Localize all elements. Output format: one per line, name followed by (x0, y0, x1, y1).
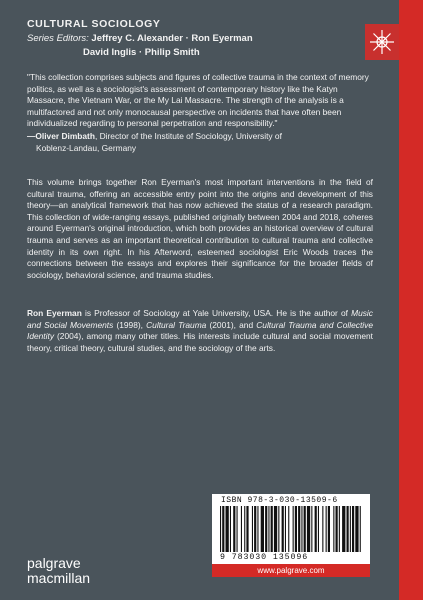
series-header (27, 18, 367, 60)
isbn-barcode (212, 494, 370, 564)
palgrave-logo-icon (365, 24, 399, 60)
book-description: This volume brings together Ron Eyerman's most important interventions in the field of cultural trauma, offering an accessible entry point into the origins and development of this theory—an analytical framework that has now achieved the status of a research paradigm. This collection of wide-ranging essays, published originally between 2004 and 2018, coheres around Eyerman's original introduction, which both provides an historical overview of cultural trauma and serves as an important theoretical contribution to cultural trauma and collective identity in its own right. In his Afterword, esteemed sociologist Eric Woods traces the connections between the essays and explores their significance for the broader fields of sociology, behavioral science, and trauma studies. (27, 177, 373, 280)
author-book-title: Cultural Trauma (146, 319, 207, 330)
quote-attribution (27, 131, 373, 154)
series-editors-label: Series Editors: (27, 33, 89, 44)
quote-attribution-role: , Director of the Institute of Sociology, University of (94, 130, 282, 141)
series-editors-line2: David Inglis · Philip Smith (83, 47, 200, 58)
quote-attribution-name: —Oliver Dimbath (27, 130, 95, 141)
endorsement-quote (27, 72, 373, 154)
quote-text: "This collection comprises subjects and figures of collective trauma in the context of memory politics, as well as a sociologist's assessment of contemporary history like the Katyn Massacre, the Vietnam War, or the My Lai Massacre. The strength of the analysis is a multifactored and not only monocausal perspective on incidents that have often been individualized regarding to personal perpetration and responsibility." (27, 72, 369, 129)
website-url[interactable]: www.palgrave.com (212, 564, 370, 577)
barcode-bars (220, 506, 362, 552)
barcode-digits: 9 783030 135096 (220, 553, 309, 562)
spine-red-bar (399, 0, 423, 600)
series-title: CULTURAL SOCIOLOGY (27, 18, 161, 30)
author-bio-text: (2004), among many other titles. His interests include cultural and social movement theory, critical theory, cultural studies, and the sociology of the arts. (27, 331, 373, 353)
author-book-title: Cultural Trauma and Collective Identity (27, 319, 373, 342)
series-editors (27, 32, 367, 60)
author-bio (27, 308, 373, 354)
quote-attribution-place: Koblenz-Landau, Germany (36, 142, 137, 153)
publisher-line2: macmillan (27, 570, 91, 586)
series-editors-line1: Jeffrey C. Alexander · Ron Eyerman (91, 33, 253, 44)
author-bio-text: (1998), (113, 319, 147, 330)
publisher-logo (27, 556, 90, 586)
publisher-line1: palgrave (27, 555, 81, 571)
isbn-text: ISBN 978-3-030-13509-6 (221, 496, 338, 505)
author-name: Ron Eyerman (27, 308, 82, 318)
author-bio-text: (2001), and (206, 319, 257, 330)
author-bio-text: is Professor of Sociology at Yale University, USA. He is the author of (81, 308, 352, 318)
author-book-title: Music and Social Movements (27, 308, 373, 330)
